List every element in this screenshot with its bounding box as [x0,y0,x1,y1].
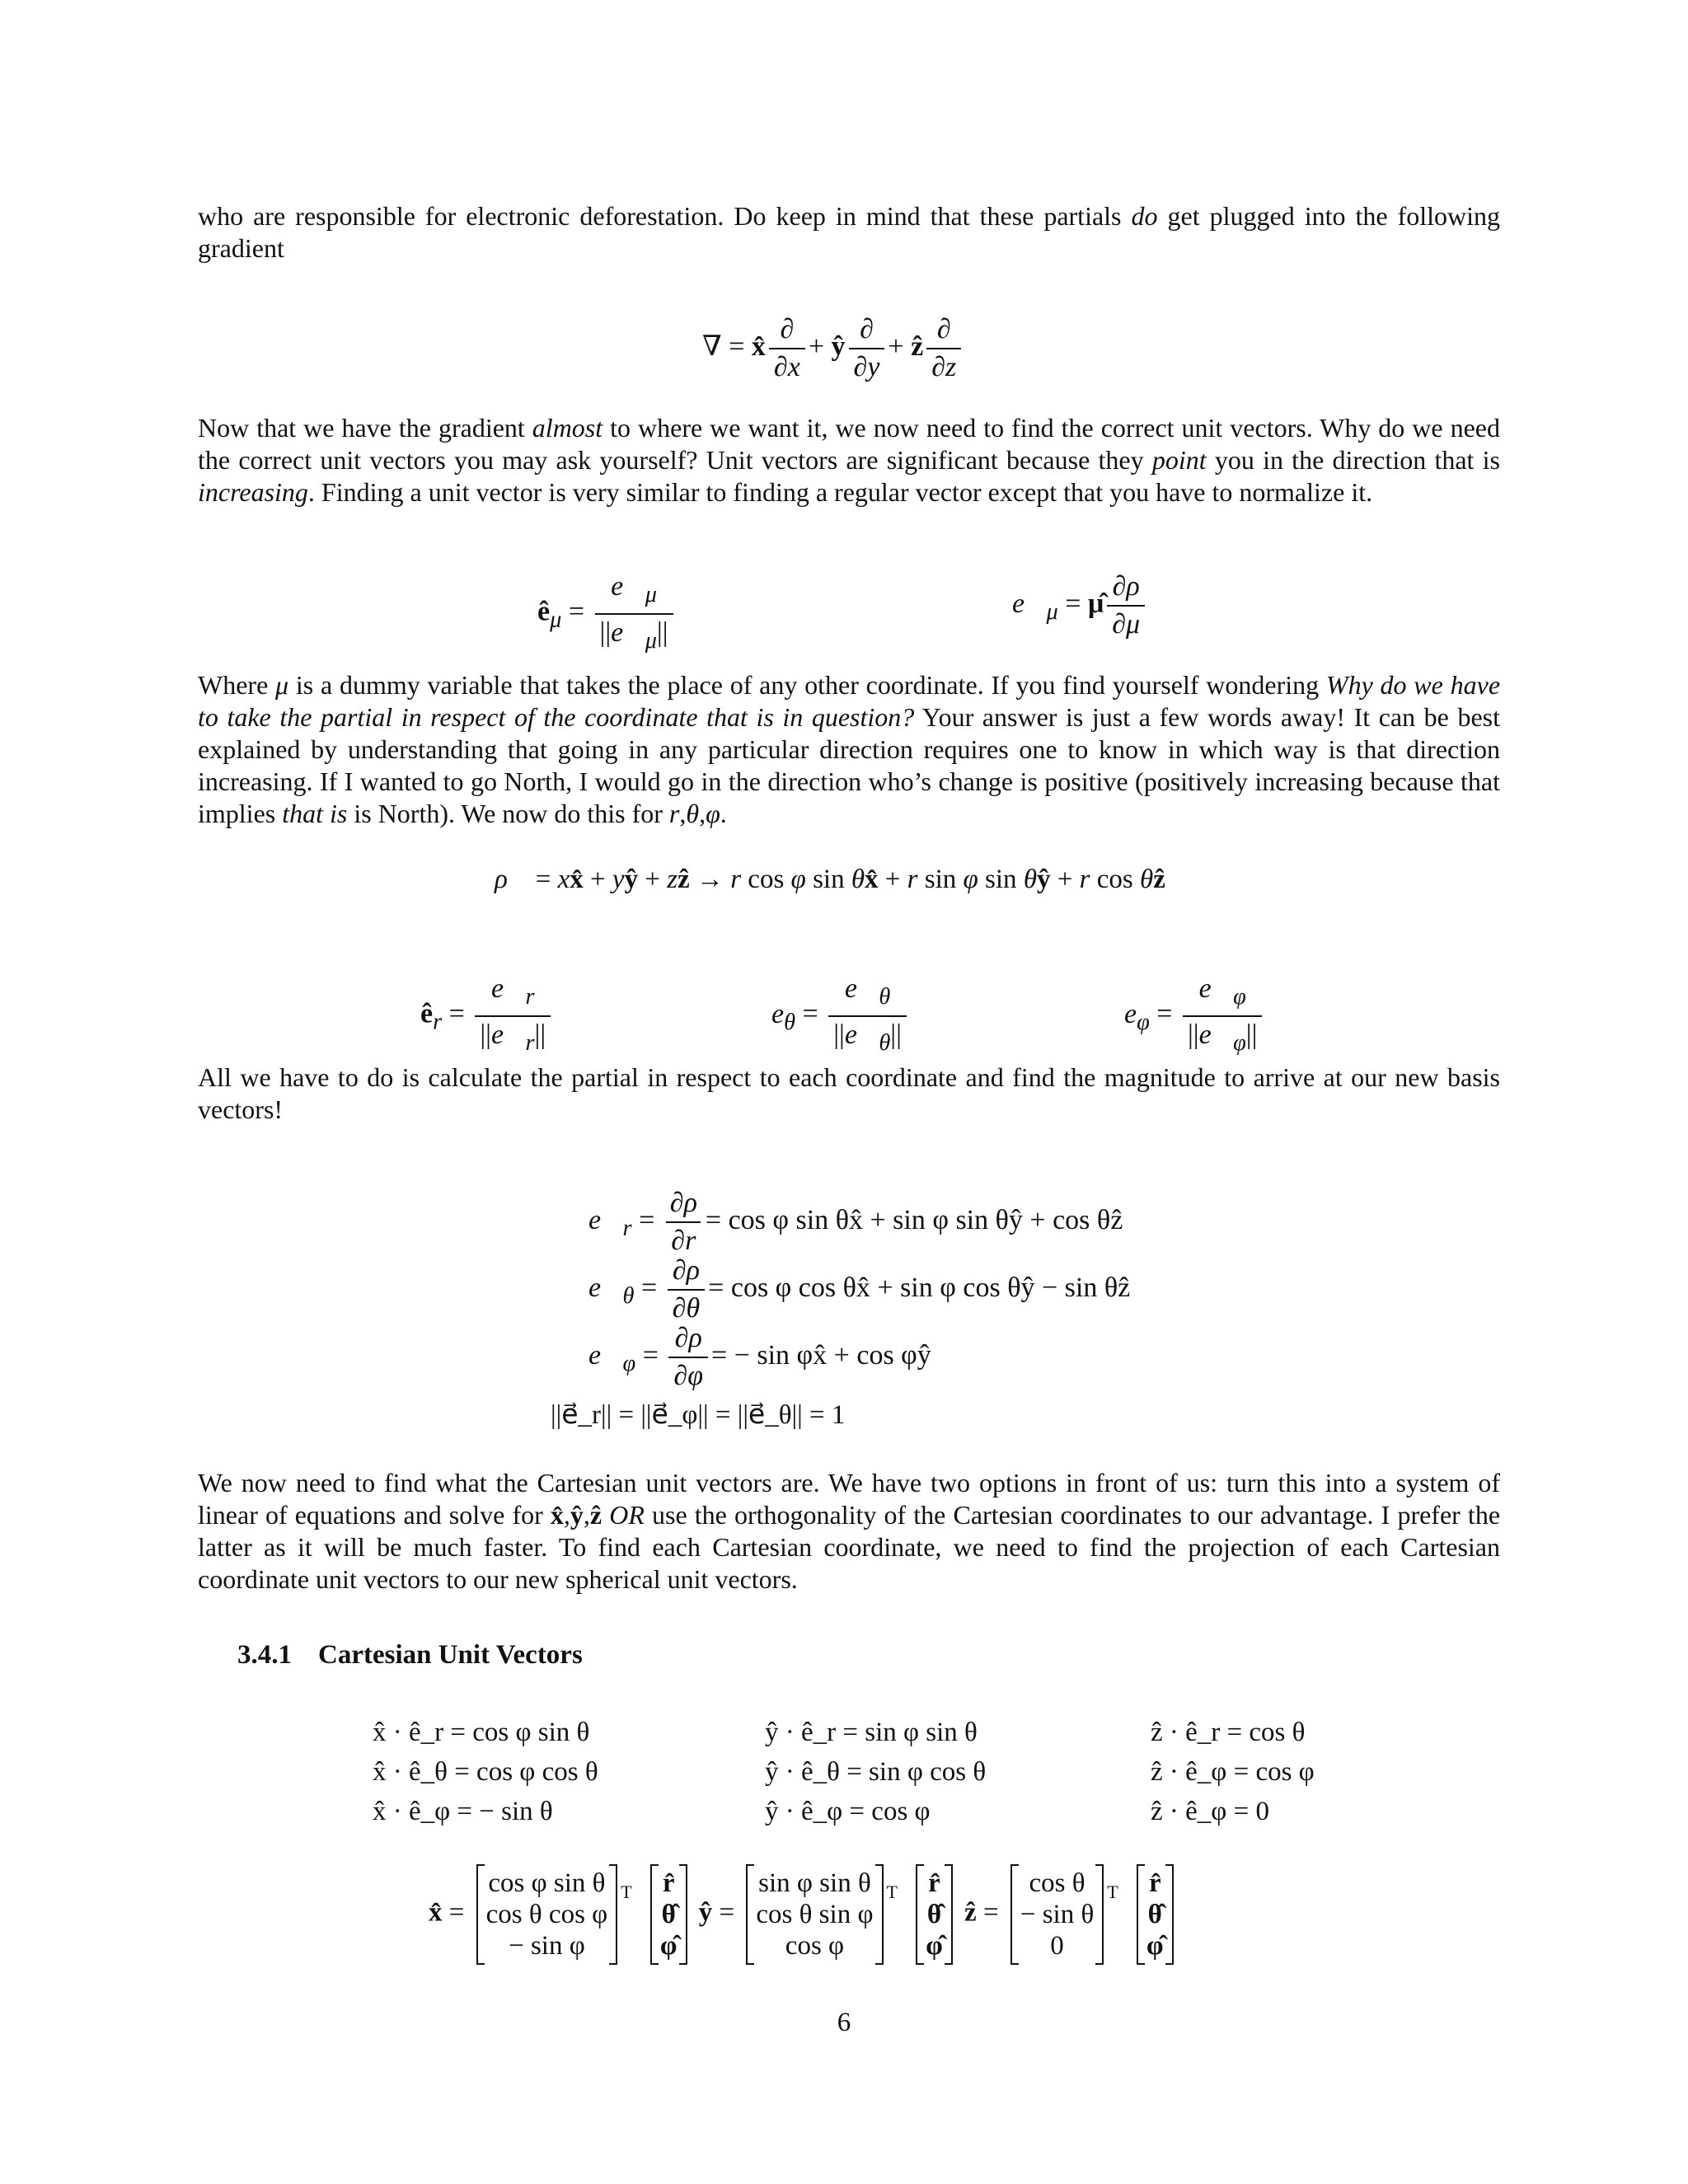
e-theta-partial-equation: $e⃗_\theta$ = $\frac{\partial\rho}{\partial\theta}$ = cos φ cos θx̂ + sin φ cos θŷ − sin θẑ [588,1255,1131,1324]
dot-product-row: ŷ · ê_r = sin φ sin θ [765,1718,978,1747]
basis-matrix: r̂ θ̂ φ̂ [916,1864,953,1965]
dot-products-y [765,1713,986,1831]
unit-r-equation: $ê_r$ = $\frac{e⃗_r}{||e⃗_r||}$ [420,972,554,1060]
section-title: Cartesian Unit Vectors [318,1640,583,1670]
paragraph-partials: All we have to do is calculate the partial in respect to each coordinate and find the magnitude to arrive at our new basis vectors! [198,1062,1500,1124]
e-phi-partial-equation: $e⃗_\varphi$ = $\frac{\partial\rho}{\partial\varphi}$ = − sin φx̂ + cos φŷ [588,1323,931,1391]
magnitudes-equation: ||e⃗_r|| = ||e⃗_φ|| = ||e⃗_θ|| = 1 [551,1400,846,1430]
unit-phi-equation: $e_\varphi$ = $\frac{e⃗_\varphi}{||e⃗_\varphi||}$ [1124,972,1265,1060]
position-vector-equation: ρ⃗ = xx̂ + yŷ + zẑ → r cos φ sin θx̂ + r sin φ sin θŷ + r cos θẑ [495,865,1165,894]
dot-product-row: ẑ · ê_r = cos θ [1151,1718,1306,1747]
basis-matrix: r̂ θ̂ φ̂ [1137,1864,1174,1965]
dot-product-row: ŷ · ê_φ = cos φ [765,1797,931,1826]
dot-product-row: ŷ · ê_θ = sin φ cos θ [765,1757,987,1787]
matrix-equations: x̂ = cos φ sin θ cos θ cos φ − sin φ $^T$ r̂ θ̂ φ̂ ŷ = sin φ sin θ cos θ sin φ cos φ $^T$ r̂ θ̂ φ̂ ẑ = cos θ − sin θ 0 $^T$ r̂ θ̂ φ̂ [429,1864,1179,1965]
paragraph-intro: who are responsible for electronic deforestation. Do keep in mind that these partials do get plugged into the following gradient [198,201,1501,263]
paragraph-cartesian: We now need to find what the Cartesian unit vectors are. We have two options in front of us: turn this into a system of linear of equations and solve for x̂,ŷ,ẑ OR use the orthogonality of the Cartesian coordinates to our advantage. I prefer the latter as it will be much faster. To find each Cartesian coordinate, we need to find the projection of each Cartesian coordinate unit vectors to our new spherical unit vectors. [198,1468,1501,1594]
unit-vector-general-equation: $ê_\mu$ = $\frac{e⃗_\mu}{||e⃗_\mu||}$ [537,570,677,658]
x-matrix: cos φ sin θ cos θ cos φ − sin φ [476,1864,618,1965]
vector-general-equation: $e⃗_\mu$ = μ̂ $\frac{\partial\rho}{\partial\mu}$ [1012,570,1148,641]
paragraph-unit-vectors: Now that we have the gradient almost to where we want it, we now need to find the correct unit vectors. Why do we need the correct unit vectors you may ask yourself? Unit vectors are significant because they point you in the direction that is increasing. Finding a unit vector is very similar to finding a regular vector except that you have to normalize it. [198,413,1501,507]
page-number: 6 [837,2008,851,2037]
e-r-partial-equation: $e⃗_r$ = $\frac{\partial\rho}{\partial r}$ = cos φ sin θx̂ + sin φ sin θŷ + cos θẑ [588,1188,1123,1256]
dot-product-row: ẑ · ê_φ = 0 [1151,1797,1269,1826]
z-matrix: cos θ − sin θ 0 [1010,1864,1104,1965]
paragraph-dummy-variable: Where μ is a dummy variable that takes the place of any other coordinate. If you find yourself wondering Why do we have to take the partial in respect of the coordinate that is in question? Your answer is just a few words away! It can be best explained by understanding that going in any particular direction requires one to know in which way is that direction increasing. If I wanted to go North, I would go in the direction who’s change is positive (positively increasing because that implies that is is North). We now do this for r,θ,φ. [198,670,1501,828]
section-heading [237,1640,583,1671]
dot-product-row: ẑ · ê_φ = cos φ [1151,1757,1315,1787]
unit-theta-equation: $e_\theta$ = $\frac{e⃗_\theta}{||e⃗_\theta||}$ [771,972,910,1060]
section-number: 3.4.1 [237,1640,292,1670]
basis-matrix: r̂ θ̂ φ̂ [650,1864,687,1965]
gradient-equation: ∇ = x̂ $\frac{\partial}{\partial x}$ + ŷ $\frac{\partial}{\partial y}$ + ẑ $\frac{\partial}{\partial z}$ [702,313,964,384]
y-matrix: sin φ sin θ cos θ sin φ cos φ [746,1864,883,1965]
dot-product-row: x̂ · ê_φ = − sin θ [373,1797,553,1826]
dot-product-row: x̂ · ê_r = cos φ sin θ [373,1718,590,1747]
dot-product-row: x̂ · ê_θ = cos φ cos θ [373,1757,598,1787]
dot-products-x [373,1713,598,1831]
dot-products-z [1151,1713,1315,1831]
